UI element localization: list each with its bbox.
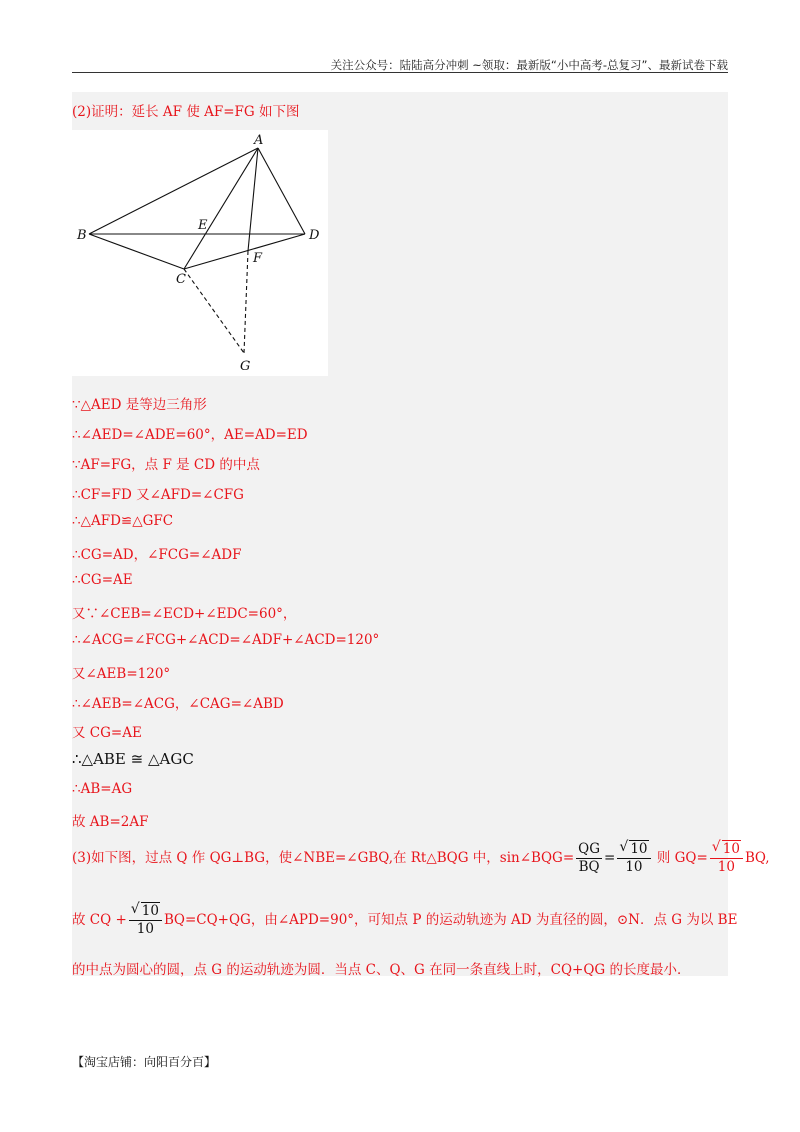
part3-text-a: (3)如下图，过点 Q 作 QG⊥BG，使∠NBE=∠GBQ,在 Rt△BQG 中，sin∠BQG=	[72, 850, 575, 866]
part3-text-b-start: 故 CQ +	[72, 912, 127, 928]
sqrt-radicand-c: 10	[141, 903, 159, 919]
proof-line-12: 又 CG=AE	[72, 725, 142, 741]
proof-line-10: 又∠AEB=120°	[72, 666, 171, 682]
page-header: 关注公众号：陆陆高分冲刺 ~领取：最新版“小中高考-总复习”、最新试卷下载	[330, 58, 728, 72]
geometry-figure	[72, 130, 328, 376]
fraction-numerator: QG	[578, 841, 601, 857]
part3-text-b-rest: BQ=CQ+QG，由∠APD=90°，可知点 P 的运动轨迹为 AD 为直径的圆，⊙N．点 G 为以 BE	[163, 912, 738, 928]
segment-bc	[89, 234, 184, 269]
label-d: D	[309, 228, 320, 243]
sqrt-symbol	[619, 841, 648, 857]
part3-line-c: 的中点为圆心的圆，点 G 的运动轨迹为圆．当点 C、Q、G 在同一条直线上时，CQ+QG 的长度最小．	[72, 962, 691, 978]
equals-sign: =	[604, 850, 616, 866]
segment-fg-dashed	[244, 251, 248, 353]
fraction-denominator-10-c: 10	[136, 921, 154, 937]
proof-line-13: ∴△ABE ≅ △AGC	[72, 750, 194, 768]
part3-line-a	[72, 840, 770, 876]
label-g: G	[240, 359, 251, 374]
label-b: B	[77, 228, 87, 243]
label-c: C	[176, 272, 186, 287]
segment-af	[248, 148, 258, 251]
sqrt-radicand-b: 10	[722, 841, 740, 857]
part3-bq: BQ,	[744, 850, 770, 866]
proof-line-1: ∵△AED 是等边三角形	[72, 397, 207, 413]
sqrt-symbol-b	[712, 841, 741, 857]
label-a: A	[254, 133, 264, 148]
proof-line-11: ∴∠AEB=∠ACG，∠CAG=∠ABD	[72, 696, 284, 712]
fraction-sqrt10-10	[617, 841, 650, 876]
part3-line-b	[72, 902, 737, 938]
proof-line-14: ∴AB=AG	[72, 781, 133, 797]
proof-line-4: ∴CF=FD 又∠AFD=∠CFG	[72, 487, 244, 503]
proof-line-3: ∵AF=FG，点 F 是 CD 的中点	[72, 457, 260, 473]
geometry-diagram	[72, 130, 328, 376]
fraction-qg-bq	[576, 841, 602, 876]
fraction-denominator-10-b: 10	[717, 859, 735, 875]
part3-then: 则 GQ=	[656, 850, 708, 866]
segment-ad	[258, 148, 305, 234]
label-f: F	[253, 251, 263, 266]
proof-line-15: 故 AB=2AF	[72, 814, 149, 830]
proof-line-9: ∴∠ACG=∠FCG+∠ACD=∠ADF+∠ACD=120°	[72, 632, 380, 648]
proof-line-8: 又∵∠CEB=∠ECD+∠EDC=60°，	[72, 606, 297, 622]
sqrt-radicand: 10	[630, 841, 648, 857]
proof-line-5: ∴△AFD≌△GFC	[72, 513, 174, 529]
proof-line-2: ∴∠AED=∠ADE=60°，AE=AD=ED	[72, 427, 308, 443]
fraction-denominator: BQ	[578, 859, 600, 875]
part2-title: (2)证明：延长 AF 使 AF=FG 如下图	[72, 104, 300, 120]
proof-line-6: ∴CG=AD，∠FCG=∠ADF	[72, 547, 242, 563]
label-e: E	[198, 218, 208, 233]
fraction-sqrt10-10-c	[129, 903, 162, 938]
fraction-sqrt10-10-b	[710, 841, 743, 876]
fraction-denominator-10: 10	[625, 859, 643, 875]
proof-line-7: ∴CG=AE	[72, 572, 133, 588]
segment-ab	[89, 148, 258, 234]
segment-cg-dashed	[184, 269, 244, 353]
footer-shop: 【淘宝店铺：向阳百分百】	[72, 1055, 217, 1069]
sqrt-symbol-c	[131, 903, 160, 919]
header-rule	[72, 72, 728, 73]
